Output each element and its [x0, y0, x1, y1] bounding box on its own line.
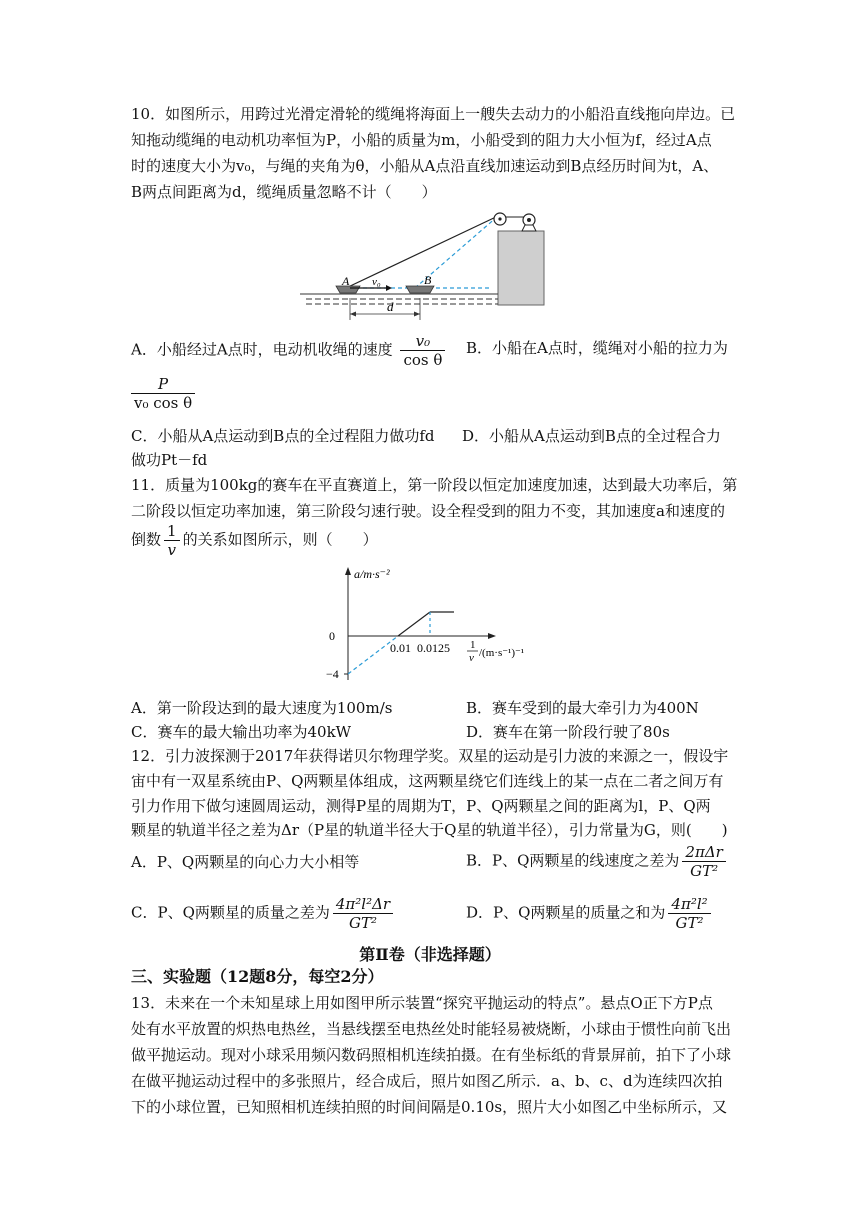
q11-line-1: 11．质量为100kg的赛车在平直赛道上，第一阶段以恒定加速度加速，达到最大功率后，第 — [131, 476, 738, 494]
q10-line-3: 时的速度大小为v₀，与绳的夹角为θ，小船从A点沿直线加速运动到B点经历时间为t，A、 — [131, 157, 719, 175]
q10-option-a-numerator: v₀ — [400, 332, 445, 351]
q13-line-2: 处有水平放置的炽热电热丝，当悬线摆至电热丝处时能轻易被烧断，小球由于惯性向前飞出 — [131, 1020, 732, 1038]
q12-option-c-numerator: 4π²l²Δr — [333, 895, 393, 914]
q13-line-4: 在做平抛运动过程中的多张照片，经合成后，照片如图乙所示．a、b、c、d为连续四次拍 — [131, 1072, 723, 1090]
q11-graph-x-tick-2: 0.0125 — [417, 641, 450, 655]
q10-fig-label-b: B — [424, 273, 432, 287]
q12-option-c-denominator: GT² — [348, 914, 377, 932]
q10-option-d-line-2: 做功Pt－fd — [131, 451, 208, 469]
q10-line-1: 10．如图所示，用跨过光滑定滑轮的缆绳将海面上一艘失去动力的小船沿直线拖向岸边。已 — [131, 105, 736, 123]
q12-option-c-text: C．P、Q两颗星的质量之差为 — [131, 903, 330, 922]
q11-line-3 — [131, 522, 378, 559]
q12-option-d-text: D．P、Q两颗星的质量之和为 — [466, 903, 666, 922]
section-3-heading: 三、实验题（12题8分，每空2分） — [131, 967, 384, 986]
q13-line-1: 13．未来在一个未知星球上用如图甲所示装置“探究平抛运动的特点”。悬点O正下方P点 — [131, 994, 713, 1012]
q12-option-c — [131, 895, 396, 932]
q10-line-2: 知拖动缆绳的电动机功率恒为P，小船的质量为m，小船受到的阻力大小恒为f，经过A点 — [131, 131, 712, 149]
q11-graph-y-negative-label: −4 — [326, 667, 339, 681]
q12-option-d-numerator: 4π²l² — [668, 895, 710, 914]
q10-option-a-text: A．小船经过A点时，电动机收绳的速度 — [131, 340, 393, 359]
q10-fig-label-v0: v₀ — [372, 276, 381, 288]
q12-option-d — [466, 895, 714, 932]
q10-line-4: B两点间距离为d，缆绳质量忽略不计（ ） — [131, 183, 437, 201]
q11-graph-a-vs-inverse-v — [320, 564, 540, 688]
q12-line-4: 颗星的轨道半径之差为Δr（P星的轨道半径大于Q星的轨道半径），引力常量为G，则( ) — [131, 821, 728, 839]
q11-line-2: 二阶段以恒定功率加速，第三阶段匀速行驶。设全程受到的阻力不变，其加速度a和速度的 — [131, 502, 725, 520]
q11-option-a: A．第一阶段达到的最大速度为100m/s — [131, 699, 393, 717]
q10-option-b-text: B．小船在A点时，缆绳对小船的拉力为 — [466, 339, 728, 357]
q11-line-3-denominator: v — [167, 541, 177, 559]
q12-option-d-denominator: GT² — [675, 914, 704, 932]
q10-option-b-denominator: v₀ cos θ — [134, 394, 193, 412]
q12-option-b-text: B．P、Q两颗星的线速度之差为 — [466, 851, 680, 870]
q11-line-3-suffix: 的关系如图所示，则（ ） — [182, 530, 378, 549]
q12-line-3: 引力作用下做匀速圆周运动，测得P星的周期为T，P、Q两颗星之间的距离为l，P、Q两 — [131, 797, 711, 815]
q10-option-d-line-1: D．小船从A点运动到B点的全过程合力 — [462, 427, 721, 445]
q10-option-b-numerator: P — [131, 375, 195, 394]
q10-option-b-fraction — [128, 375, 198, 412]
q11-graph-x-tick-1: 0.01 — [390, 641, 411, 655]
q11-line-3-numerator: 1 — [164, 522, 180, 541]
q10-option-a — [131, 332, 448, 369]
q12-option-b-denominator: GT² — [690, 862, 719, 880]
q11-graph-y-origin-label: 0 — [329, 629, 335, 643]
q11-option-b: B．赛车受到的最大牵引力为400N — [466, 699, 699, 717]
q11-graph-x-label-numerator: 1 — [470, 639, 476, 651]
q11-graph-x-label-denominator: v — [469, 652, 474, 664]
q11-option-d: D．赛车在第一阶段行驶了80s — [466, 723, 670, 741]
q11-option-c: C．赛车的最大输出功率为40kW — [131, 723, 352, 741]
q13-line-3: 做平抛运动。现对小球采用频闪数码照相机连续拍摄。在有坐标纸的背景屏前，拍下了小球 — [131, 1046, 732, 1064]
q11-graph-y-axis-label: a/m·s⁻² — [354, 567, 390, 581]
q12-line-1: 12．引力波探测于2017年获得诺贝尔物理学奖。双星的运动是引力波的来源之一，假设宇 — [131, 747, 729, 765]
q12-option-b — [466, 843, 729, 880]
q10-fig-label-d: d — [387, 299, 394, 314]
q10-option-a-denominator: cos θ — [403, 351, 443, 369]
q12-option-a: A．P、Q两颗星的向心力大小相等 — [131, 853, 360, 871]
q12-line-2: 宙中有一双星系统由P、Q两颗星体组成，这两颗星绕它们连线上的某一点在二者之间万有 — [131, 772, 724, 790]
q11-graph-x-label-unit: /(m·s⁻¹)⁻¹ — [479, 647, 525, 659]
q11-line-3-prefix: 倒数 — [131, 530, 162, 549]
q13-line-5: 下的小球位置，已知照相机连续拍照的时间间隔是0.10s，照片大小如图乙中坐标所示，又 — [131, 1098, 728, 1116]
q10-figure-boat-pulley — [300, 206, 560, 324]
q10-option-c: C．小船从A点运动到B点的全过程阻力做功fd — [131, 427, 435, 445]
q12-option-b-numerator: 2πΔr — [682, 843, 725, 862]
q10-fig-label-a: A — [342, 274, 350, 288]
section-title: 第Ⅱ卷（非选择题） — [359, 945, 501, 964]
